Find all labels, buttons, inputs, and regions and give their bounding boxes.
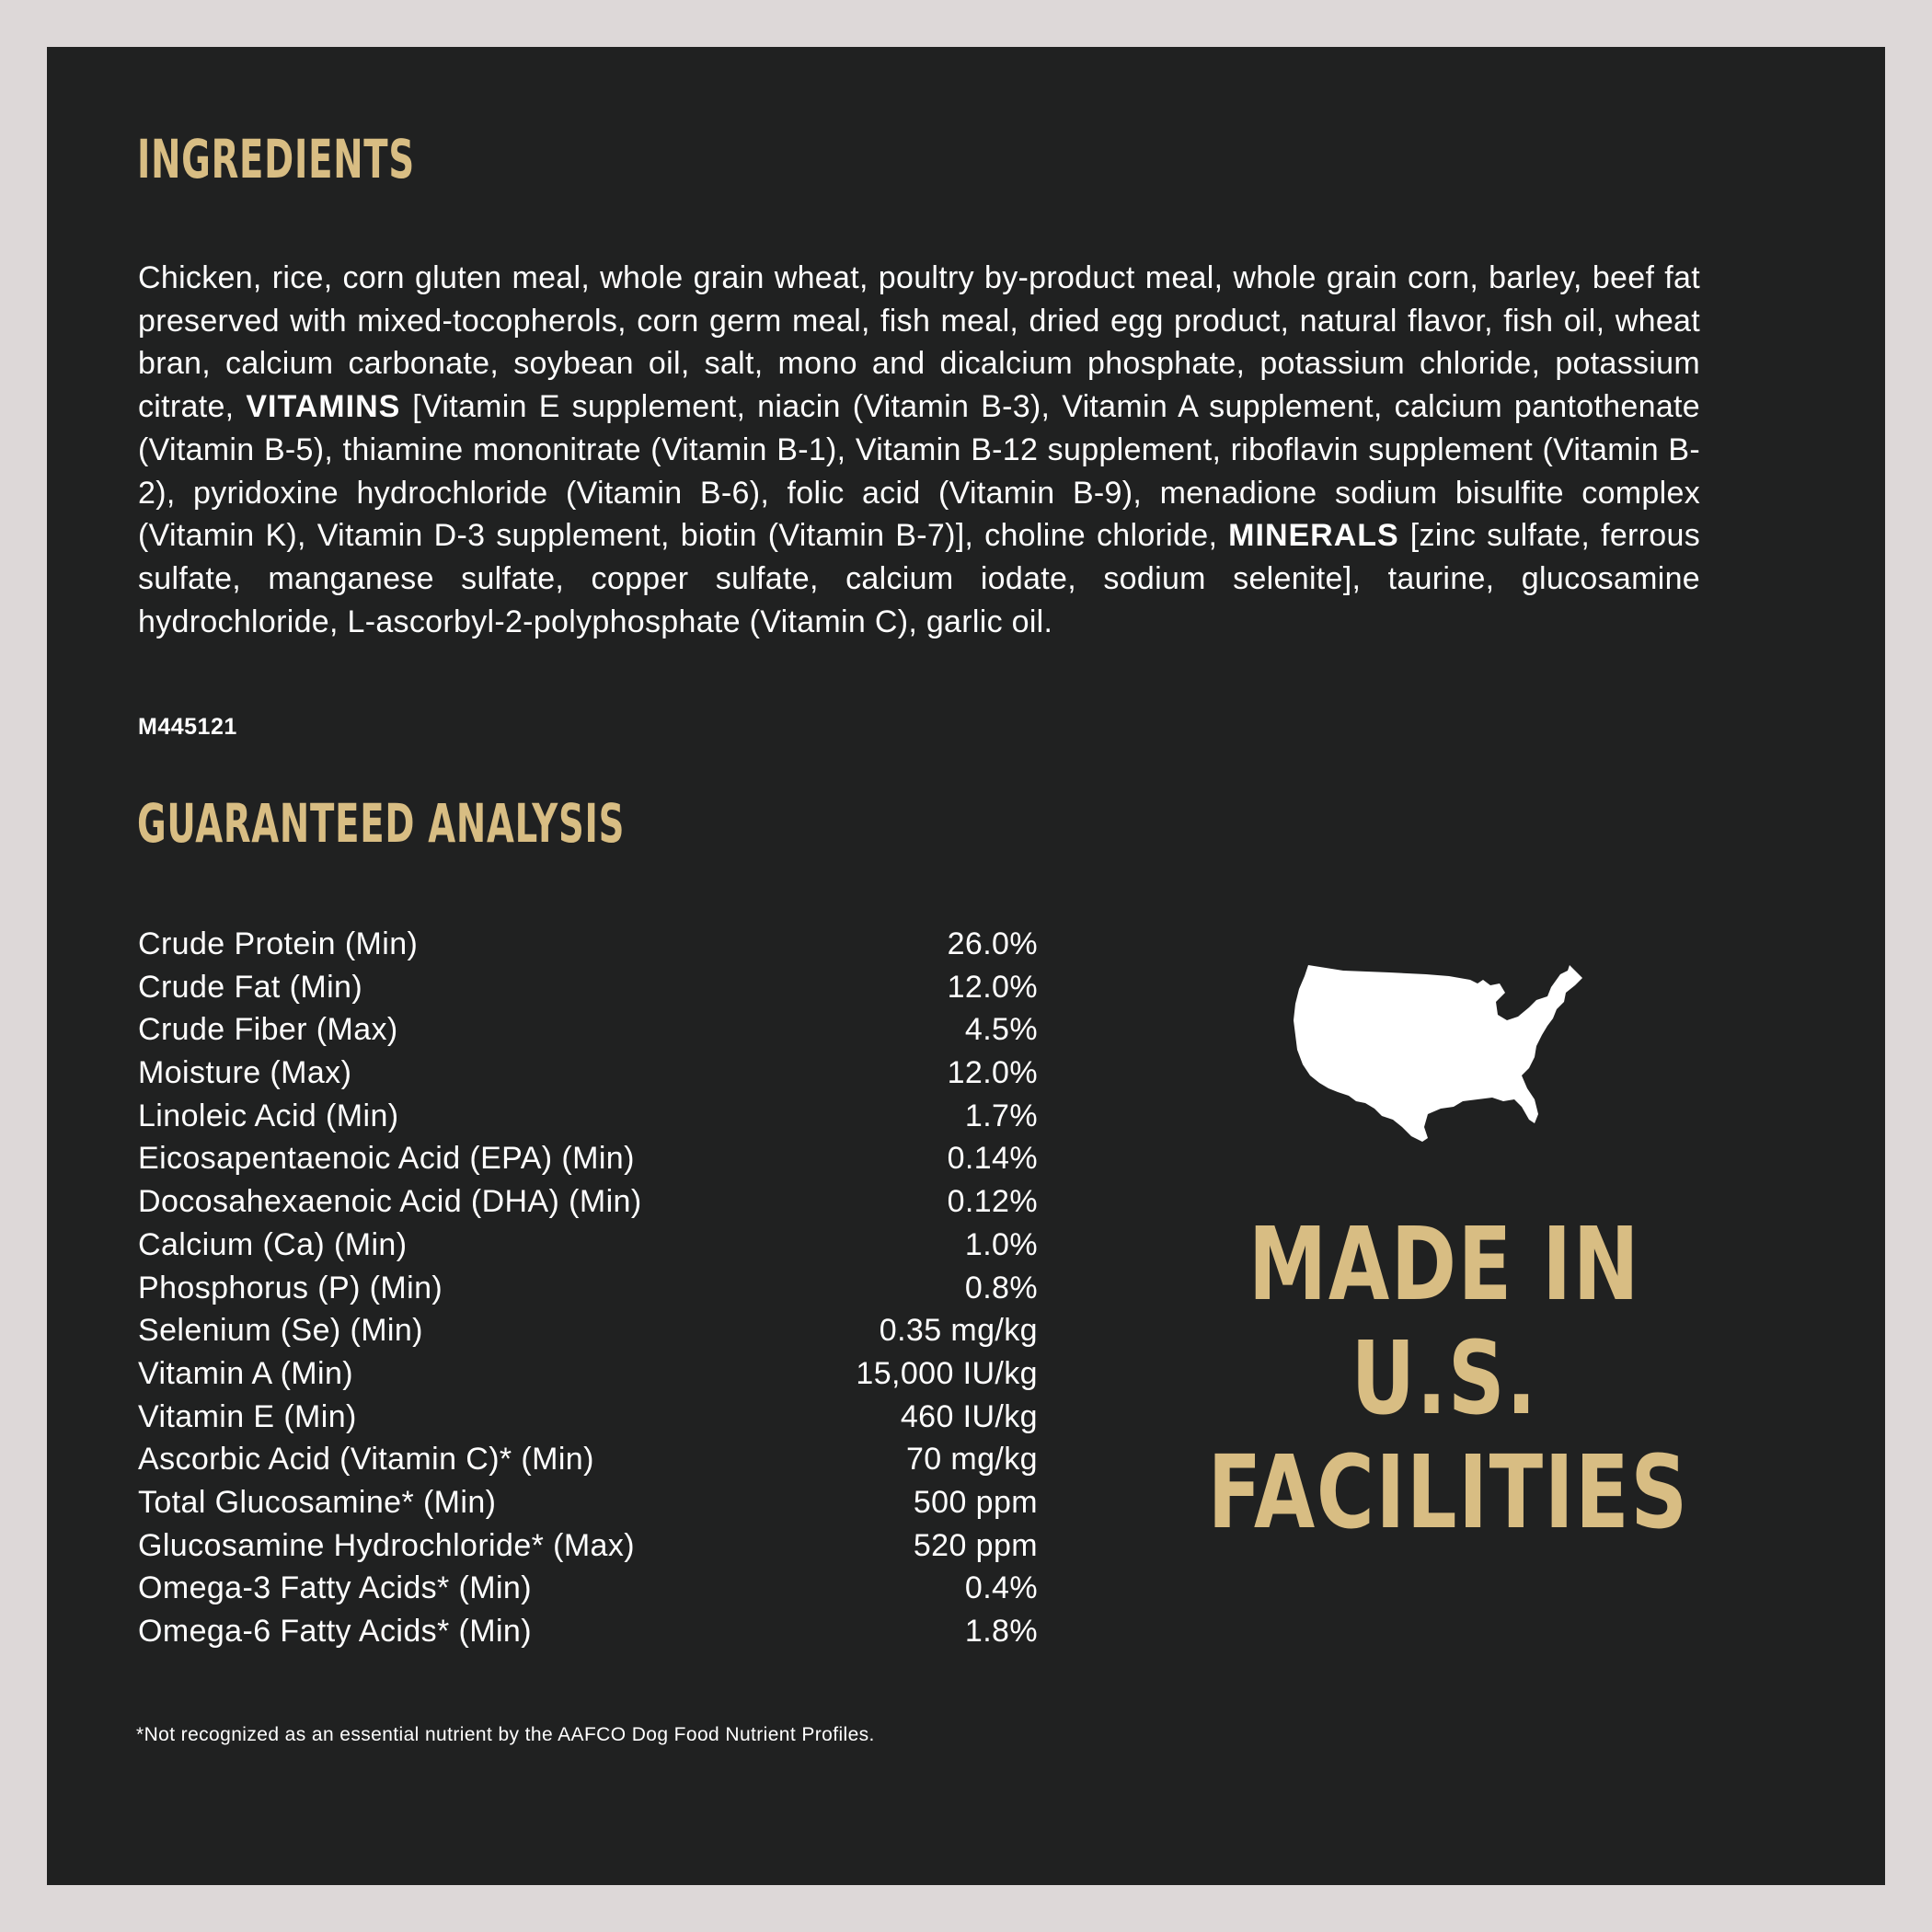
analysis-row (138, 1137, 1038, 1180)
ingredients-heading: INGREDIENTS (137, 128, 415, 190)
analysis-row (138, 1481, 1038, 1524)
analysis-row-label: Ascorbic Acid (Vitamin C)* (Min) (138, 1442, 594, 1478)
analysis-row-label: Docosahexaenoic Acid (DHA) (Min) (138, 1184, 642, 1220)
product-code: M445121 (138, 714, 237, 740)
analysis-row-value: 1.0% (964, 1226, 1038, 1262)
analysis-row (138, 1438, 1038, 1481)
analysis-heading: GUARANTEED ANALYSIS (137, 792, 626, 855)
analysis-row (138, 1352, 1038, 1396)
ingredients-text-part1: Chicken, rice, corn gluten meal, whole grain wheat, poultry by-product meal, whole grain corn, barley, beef fat preserved with mixed-tocopherols, corn germ meal, fish meal, dried egg product, natural flavor, fish oil, wheat bran, calcium carbonate, soybean oil, salt, mono and dicalcium phosphate, potassium chloride, potassium citrate, (138, 260, 1700, 425)
analysis-row (138, 1267, 1038, 1310)
analysis-row-value: 460 IU/kg (900, 1398, 1038, 1434)
analysis-row-label: Crude Fiber (Max) (138, 1012, 398, 1048)
analysis-row-label: Selenium (Se) (Min) (138, 1313, 423, 1349)
made-in-line3: FACILITIES (1207, 1433, 1689, 1551)
minerals-label: MINERALS (1228, 518, 1399, 554)
analysis-row-value: 520 ppm (913, 1527, 1038, 1563)
analysis-row-label: Eicosapentaenoic Acid (EPA) (Min) (138, 1141, 635, 1177)
usa-map-icon (1288, 961, 1601, 1155)
analysis-row (138, 1309, 1038, 1352)
made-in-badge (1141, 1207, 1748, 1549)
analysis-row-label: Vitamin A (Min) (138, 1355, 354, 1391)
analysis-row (138, 1524, 1038, 1568)
ingredients-text-part3: [zinc sulfate, ferrous sulfate, manganese sulfate, copper sulfate, calcium iodate, sodium selenite], taurine, glucosamine hydrochloride, L-ascorbyl-2-polyphosphate (Vitamin C), garlic oil. (138, 518, 1700, 639)
analysis-row-value: 0.35 mg/kg (879, 1313, 1038, 1349)
analysis-row-value: 12.0% (947, 1055, 1038, 1091)
ingredients-text (138, 257, 1700, 643)
analysis-row-label: Phosphorus (P) (Min) (138, 1270, 443, 1305)
analysis-row-label: Glucosamine Hydrochloride* (Max) (138, 1527, 635, 1563)
analysis-row-value: 70 mg/kg (905, 1442, 1038, 1478)
vitamins-label: VITAMINS (246, 389, 401, 425)
analysis-row-value: 15,000 IU/kg (856, 1355, 1038, 1391)
ingredients-text-part2: [Vitamin E supplement, niacin (Vitamin B-3), Vitamin A supplement, calcium pantothenate (Vitamin B-5), thiamine mononitrate (Vitamin B-1), Vitamin B-12 supplement, riboflavin supplement (Vitamin B-2), pyridoxine hydrochloride (Vitamin B-6), folic acid (Vitamin B-9), menadione sodium bisulfite complex (Vitamin K), Vitamin D-3 supplement, biotin (Vitamin B-7)], choline chloride, (138, 389, 1701, 554)
analysis-row-value: 0.14% (947, 1141, 1038, 1177)
footnote: *Not recognized as an essential nutrient by the AAFCO Dog Food Nutrient Profiles. (136, 1724, 875, 1745)
analysis-row-label: Omega-3 Fatty Acids* (Min) (138, 1570, 532, 1606)
analysis-table (138, 923, 1038, 1653)
analysis-row (138, 1052, 1038, 1095)
analysis-row (138, 1224, 1038, 1267)
analysis-row-label: Linoleic Acid (Min) (138, 1098, 399, 1133)
analysis-row-value: 4.5% (964, 1012, 1038, 1048)
analysis-row-label: Vitamin E (Min) (138, 1398, 357, 1434)
analysis-row-label: Total Glucosamine* (Min) (138, 1484, 497, 1520)
analysis-row-value: 1.7% (964, 1098, 1038, 1133)
analysis-row-value: 0.4% (964, 1570, 1038, 1606)
analysis-row-value: 1.8% (964, 1614, 1038, 1649)
made-in-line1: MADE IN (1248, 1205, 1641, 1323)
analysis-row-label: Crude Protein (Min) (138, 926, 419, 961)
analysis-row (138, 1180, 1038, 1224)
analysis-row (138, 1610, 1038, 1653)
analysis-row-label: Moisture (Max) (138, 1055, 352, 1091)
made-in-line2: U.S. (1351, 1319, 1538, 1437)
analysis-row (138, 1396, 1038, 1439)
analysis-row-value: 500 ppm (913, 1484, 1038, 1520)
analysis-row-label: Calcium (Ca) (Min) (138, 1226, 408, 1262)
analysis-row (138, 1567, 1038, 1610)
analysis-row-value: 26.0% (947, 926, 1038, 961)
analysis-row (138, 966, 1038, 1009)
analysis-row (138, 1008, 1038, 1052)
analysis-row (138, 1095, 1038, 1138)
analysis-row-label: Omega-6 Fatty Acids* (Min) (138, 1614, 532, 1649)
analysis-row-label: Crude Fat (Min) (138, 969, 363, 1005)
analysis-row-value: 0.12% (947, 1184, 1038, 1220)
analysis-row (138, 923, 1038, 966)
analysis-row-value: 0.8% (964, 1270, 1038, 1305)
analysis-row-value: 12.0% (947, 969, 1038, 1005)
